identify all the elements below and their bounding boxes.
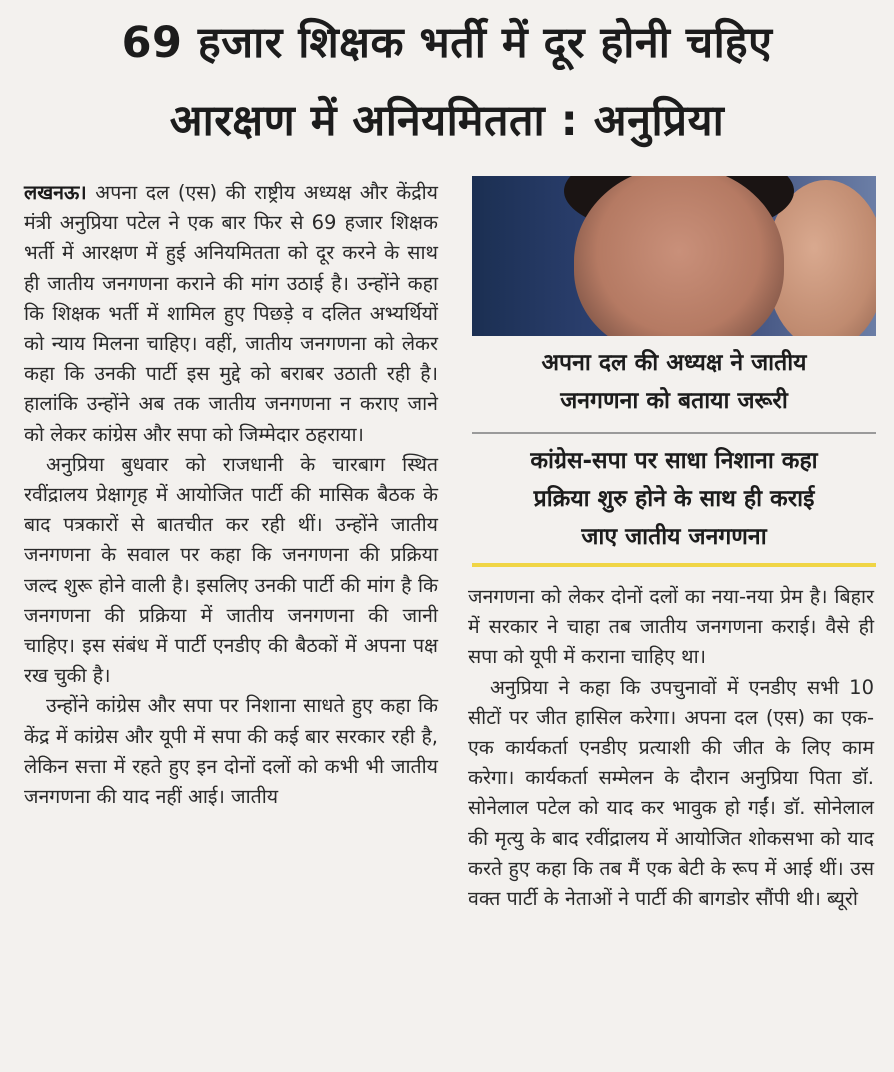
dateline: लखनऊ। <box>24 181 87 204</box>
article-right-column <box>468 582 874 914</box>
caption-divider <box>472 432 876 434</box>
article-left-column <box>24 178 438 812</box>
headline <box>0 4 894 160</box>
article-paragraph-5: अनुप्रिया ने कहा कि उपचुनावों में एनडीए सभी 10 सीटों पर जीत हासिल करेगा। अपना दल (एस) का एक-एक कार्यकर्ता एनडीए प्रत्याशी की जीत के लिए काम करेगा। कार्यकर्ता सम्मेलन के दौरान अनुप्रिया पिता डॉ. सोनेलाल पटेल को याद कर भावुक हो गईं। डॉ. सोनेलाल की मृत्यु के बाद रवींद्रालय में आयोजित शोकसभा को याद करते हुए कहा कि तब मैं एक बेटी के रूप में आई थीं। उस वक्त पार्टी के नेताओं ने पार्टी की बागडोर सौंपी थी। ब्यूरो <box>468 675 874 911</box>
subheadline <box>472 442 876 556</box>
photo-caption <box>472 344 876 420</box>
caption-line-1: अपना दल की अध्यक्ष ने जातीय <box>541 350 807 376</box>
portrait-photo <box>472 176 876 336</box>
subhead-line-2: प्रक्रिया शुरु होने के साथ ही कराई <box>533 486 815 512</box>
article-paragraph-1-text: अपना दल (एस) की राष्ट्रीय अध्यक्ष और केंद्रीय मंत्री अनुप्रिया पटेल ने एक बार फिर से 69 हजार शिक्षक भर्ती में आरक्षण में हुई अनियमितता को दूर करने के साथ ही जातीय जनगणना कराने की मांग उठाई है। उन्होंने कहा कि शिक्षक भर्ती में शामिल हुए पिछड़े व दलित अभ्यर्थियों को न्याय मिलना चाहिए। वहीं, जातीय जनगणना को लेकर कहा कि उनकी पार्टी इस मुद्दे को बराबर उठाती रही है। हालांकि उन्होंने अब तक जातीय जनगणना न कराए जाने को लेकर कांग्रेस और सपा को जिम्मेदार ठहराया। <box>24 181 438 446</box>
subhead-underline <box>472 563 876 567</box>
face-shape <box>574 176 784 336</box>
article-paragraph-1 <box>24 178 438 450</box>
headline-line-2: आरक्षण में अनियमितता : अनुप्रिया <box>169 96 725 146</box>
subhead-line-1: कांग्रेस-सपा पर साधा निशाना कहा <box>530 448 818 474</box>
article-paragraph-4: जनगणना को लेकर दोनों दलों का नया-नया प्रेम है। बिहार में सरकार ने चाहा तब जातीय जनगणना कराई। वैसे ही सपा को यूपी में कराना चाहिए था। <box>468 585 874 669</box>
subhead-line-3: जाए जातीय जनगणना <box>581 524 767 550</box>
caption-line-2: जनगणना को बताया जरूरी <box>560 388 788 414</box>
article-paragraph-2: अनुप्रिया बुधवार को राजधानी के चारबाग स्थित रवींद्रालय प्रेक्षागृह में आयोजित पार्टी की मासिक बैठक के बाद पत्रकारों से बातचीत कर रही थीं। उन्होंने जातीय जनगणना के सवाल पर कहा कि जनगणना की प्रक्रिया जल्द शुरू होने वाली है। इसलिए उनकी पार्टी की मांग है कि जनगणना की प्रक्रिया में जातीय जनगणना की जानी चाहिए। इस संबंध में पार्टी एनडीए की बैठकों में अपना पक्ष रख चुकी है। <box>24 452 438 688</box>
headline-line-1: 69 हजार शिक्षक भर्ती में दूर होनी चहिए <box>121 18 773 68</box>
article-paragraph-3: उन्होंने कांग्रेस और सपा पर निशाना साधते हुए कहा कि केंद्र में कांग्रेस और यूपी में सपा की कई बार सरकार रही है, लेकिन सत्ता में रहते हुए इन दोनों दलों को कभी भी जातीय जनगणना की याद नहीं आई। जातीय <box>24 694 438 809</box>
